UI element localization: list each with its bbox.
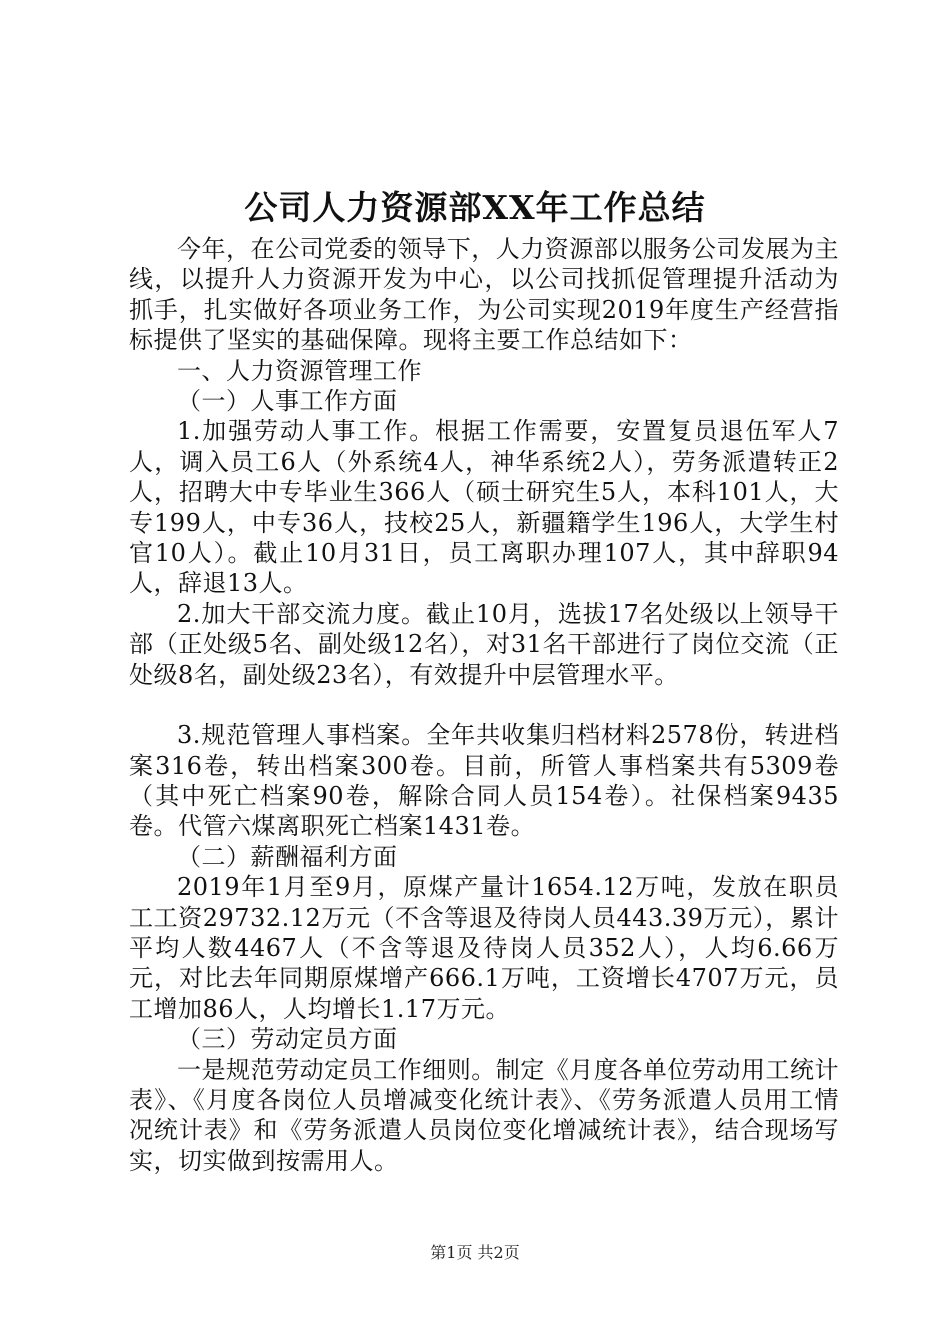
page-number-footer: 第1页 共2页	[430, 1243, 520, 1262]
paragraph-cadre-exchange: 2.加大干部交流力度。截止10月，选拔17名处级以上领导干部（正处级5名、副处级12名），对31名干部进行了岗位交流（正处级8名，副处级23名），有效提升中层管理水平。	[129, 599, 839, 689]
paragraph-personnel-archives: 3.规范管理人事档案。全年共收集归档材料2578份，转进档案316卷，转出档案300卷。目前，所管人事档案共有5309卷（其中死亡档案90卷，解除合同人员154卷）。社保档案9435卷。代管六煤离职死亡档案1431卷。	[129, 721, 839, 841]
document-body	[129, 234, 839, 1176]
section-heading-1: 一、人力资源管理工作	[177, 356, 422, 385]
paragraph-labor-personnel: 1.加强劳动人事工作。根据工作需要，安置复员退伍军人7人，调入员工6人（外系统4人，神华系统2人），劳务派遣转正2人，招聘大中专毕业生366人（硕士研究生5人，本科101人，大专199人，中专36人，技校25人，新疆籍学生196人，大学生村官10人）。截止10月31日，员工离职办理107人，其中辞职94人，辞退13人。	[129, 417, 839, 598]
document-title: 公司人力资源部XX年工作总结	[244, 188, 706, 227]
subsection-heading-personnel: （一）人事工作方面	[177, 387, 398, 416]
paragraph-staffing: 一是规范劳动定员工作细则。制定《月度各单位劳动用工统计表》、《月度各岗位人员增减变化统计表》、《劳务派遣人员用工情况统计表》和《劳务派遣人员岗位变化增减统计表》，结合现场写实，切实做到按需用人。	[129, 1055, 839, 1175]
subsection-heading-staffing: （三）劳动定员方面	[177, 1025, 398, 1054]
subsection-heading-salary: （二）薪酬福利方面	[177, 842, 398, 871]
paragraph-spacer	[129, 690, 839, 720]
intro-paragraph: 今年，在公司党委的领导下，人力资源部以服务公司发展为主线，以提升人力资源开发为中心，以公司找抓促管理提升活动为抓手，扎实做好各项业务工作，为公司实现2019年度生产经营指标提供了坚实的基础保障。现将主要工作总结如下：	[129, 235, 839, 355]
paragraph-salary: 2019年1月至9月，原煤产量计1654.12万吨，发放在职员工工资29732.12万元（不含等退及待岗人员443.39万元），累计平均人数4467人（不含等退及待岗人员352人），人均6.66万元，对比去年同期原煤增产666.1万吨，工资增长4707万元，员工增加86人，人均增长1.17万元。	[129, 873, 839, 1023]
